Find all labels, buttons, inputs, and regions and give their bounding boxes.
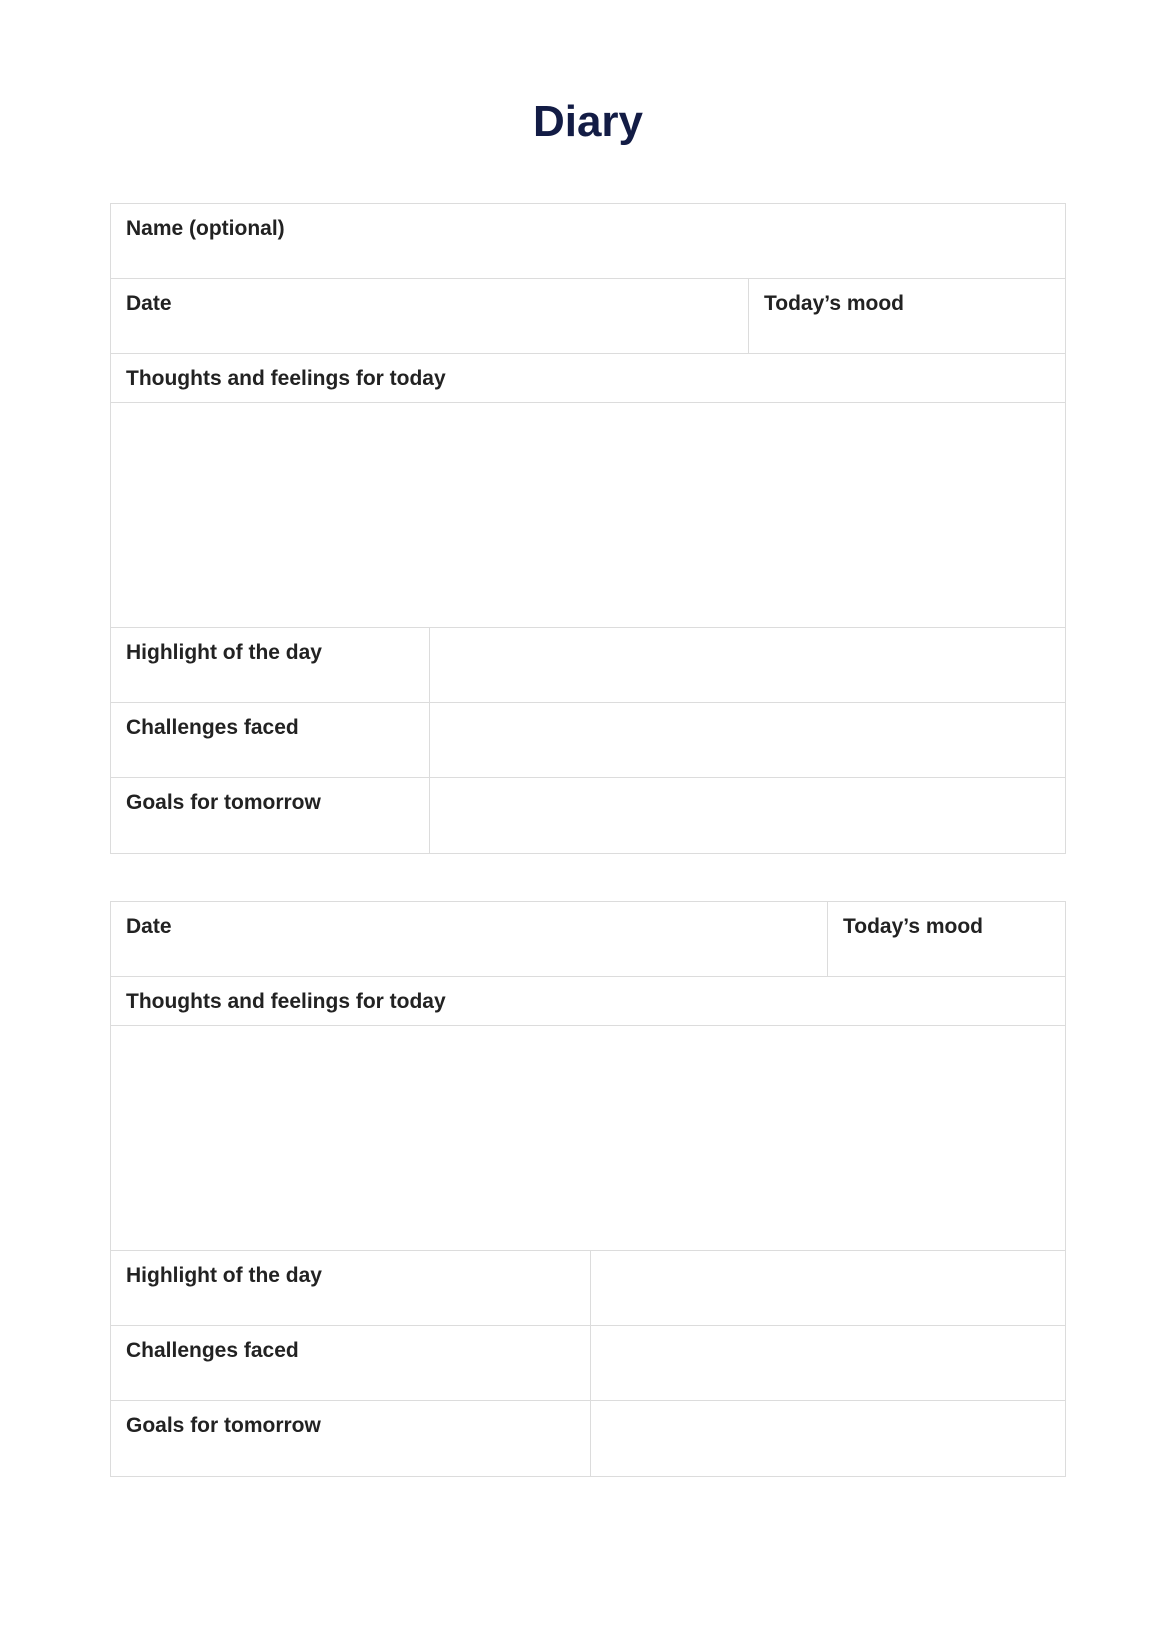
goals-field[interactable] <box>590 1401 1065 1476</box>
date-field[interactable] <box>111 902 827 976</box>
highlight-field[interactable] <box>590 1251 1065 1325</box>
challenges-field[interactable] <box>429 703 1065 777</box>
date-label: Date <box>126 915 172 938</box>
diary-entry-1 <box>110 203 1066 854</box>
goals-label: Goals for tomorrow <box>126 1414 321 1437</box>
highlight-row <box>111 1251 1065 1326</box>
thoughts-label: Thoughts and feelings for today <box>126 367 446 390</box>
challenges-row <box>111 1326 1065 1401</box>
highlight-row <box>111 628 1065 703</box>
mood-label: Today’s mood <box>764 292 905 315</box>
thoughts-row <box>111 403 1065 628</box>
mood-field[interactable] <box>827 902 1065 976</box>
date-label: Date <box>126 292 172 315</box>
name-row <box>111 204 1065 279</box>
date-field[interactable] <box>111 279 748 353</box>
goals-field[interactable] <box>429 778 1065 853</box>
thoughts-field[interactable] <box>111 403 1065 627</box>
challenges-label: Challenges faced <box>126 1339 299 1362</box>
highlight-field[interactable] <box>429 628 1065 702</box>
date-mood-row <box>111 902 1065 977</box>
goals-label: Goals for tomorrow <box>126 791 321 814</box>
challenges-field[interactable] <box>590 1326 1065 1400</box>
page-title: Diary <box>532 97 644 146</box>
thoughts-field[interactable] <box>111 1026 1065 1250</box>
goals-row <box>111 1401 1065 1476</box>
thoughts-header-row <box>111 977 1065 1026</box>
diary-entry-2 <box>110 901 1066 1477</box>
challenges-label: Challenges faced <box>126 716 299 739</box>
name-label: Name (optional) <box>126 217 285 240</box>
highlight-label: Highlight of the day <box>126 1264 322 1287</box>
mood-label: Today’s mood <box>843 915 984 938</box>
thoughts-row <box>111 1026 1065 1251</box>
name-field[interactable] <box>111 204 1065 278</box>
challenges-row <box>111 703 1065 778</box>
thoughts-label: Thoughts and feelings for today <box>126 990 446 1013</box>
thoughts-header-row <box>111 354 1065 403</box>
mood-field[interactable] <box>748 279 1065 353</box>
goals-row <box>111 778 1065 853</box>
date-mood-row <box>111 279 1065 354</box>
highlight-label: Highlight of the day <box>126 641 322 664</box>
